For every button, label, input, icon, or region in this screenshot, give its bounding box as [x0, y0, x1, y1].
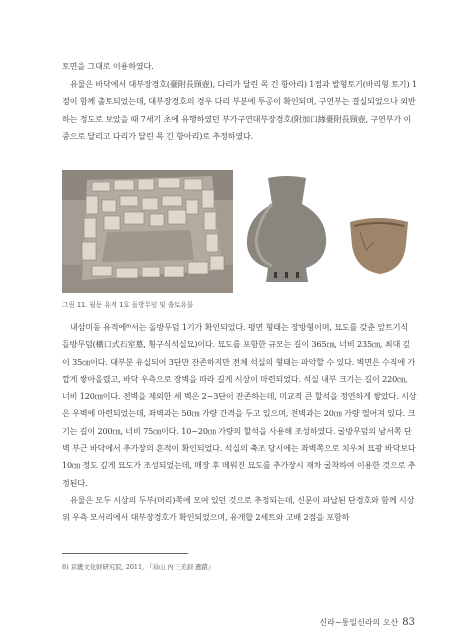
tomb-photo: [62, 170, 233, 293]
bowl-pottery-photo: [340, 170, 418, 293]
paragraph-1: 유물은 바닥에서 대부장경호(臺附長頸壺), 다리가 달린 목 긴 항아리) 1점과 발형토기(바리형 토기) 1점이 함께 출토되었는데, 대부장경호의 경우 다리 부분에 투공이 확인되며, 구연부는 결실되었으나 외반하는 정도로 보았을 때 7세기 초에 유행하였던 부가구연대부장경호(附加口緣臺附長頸壺, 구연부가 이중으로 달리고 다리가 달린 목 긴 항아리)로 추정하였다.: [62, 79, 417, 141]
figure-caption: 그림 11. 월동 유적 1호 돌방무덤 및 출토유물: [62, 301, 194, 309]
footnote: 8) 京畿文化財研究院, 2011, 『烏山 內三美洞 遺蹟』: [62, 563, 215, 571]
footnote-divider: [62, 553, 188, 554]
paragraph-3: 유물은 모두 시상의 두부(머리)쪽에 모여 있던 것으로 추정되는데, 신문이 파납된 단경호와 함께 시상 위 우측 모서리에서 대부장경호가 확인되었으며, 유개합 2세트와 고배 2점을 포함하: [62, 495, 415, 523]
page-number: 83: [402, 617, 415, 628]
running-title: 신라~통일신라의 오산: [319, 618, 399, 627]
paragraph-2: 내삼미동 유적에⁸⁾서는 돌방무덤 1기가 확인되었다. 평면 형태는 장방형이며, 묘도를 갖춘 앞트기식 돌방무덤(橫口式石室墓, 횡구식석실묘)이다. 묘도를 포함한 규모는 길이 365㎝, 너비 235㎝, 최대 깊이 35㎝이다. 대부분 유실되어 3단만 잔존하지만 전체 석실의 형태는 파악할 수 있다. 벽면은 수직에 가깝게 쌓아올렸고, 바닥 우측으로 장벽을 따라 길게 시상이 마련되었다. 석실 내부 크기는 길이 220㎝, 너비 120㎝이다. 전벽을 제외한 세 벽은 2~3단이 잔존하는데, 미교적 큰 할석을 정연하게 쌓았다. 시상은 우벽에 마련되었는데, 좌벽과는 50㎝ 가량 간격을 두고 있으며, 전벽과는 20㎝ 가량 떨어져 있다. 크기는 길이 200㎝, 너비 75㎝이다. 10~20㎝ 가량의 할석을 사용해 조성하였다. 굴방무덤의 남서쪽 단벽 부근 바닥에서 추가장의 흔적이 확인되었다. 석실의 축조 당시에는 좌벽쪽으로 치우쳐 묘광 바닥보다 10㎝ 정도 깊게 묘도가 조성되었는데, 매장 후 메워진 묘도를 추가장시 재차 굴착하여 이용한 것으로 추정된다.: [62, 322, 417, 488]
paragraph-0: 토면을 그대로 이용하였다.: [62, 61, 154, 71]
long-necked-jar-photo: [236, 170, 337, 293]
page-folio: [319, 617, 415, 628]
